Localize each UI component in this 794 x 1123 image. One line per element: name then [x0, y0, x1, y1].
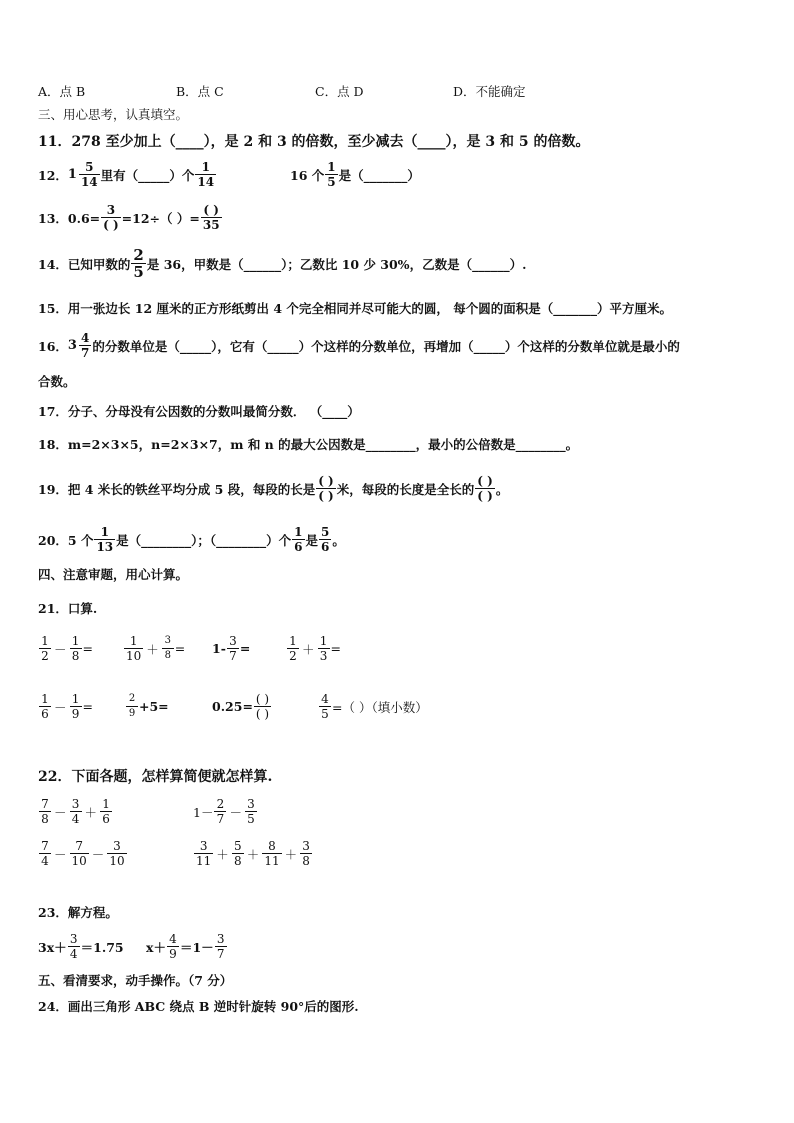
question-12 [38, 160, 217, 189]
q19-text-2: 米，每段的长度是全长的 [336, 481, 475, 497]
q12-text-1: 里有（_____）个 [100, 167, 195, 183]
calc-a4: 1 2 ＋ $\frac{1}{3}$ = [286, 634, 341, 663]
calc-b4: $\frac{4}{5}$ =（ ）（填小数） [318, 692, 428, 721]
q19-blank-fraction-2: ( ) ( ) [477, 474, 493, 503]
question-20 [38, 525, 345, 554]
q14-fraction: 2 5 [133, 246, 144, 281]
q12-text-3: 是（_______） [338, 167, 420, 183]
simplify-expr-2: 1－ 2 7 － 3 5 [193, 797, 258, 826]
q12-text-2: 16 个 [290, 167, 325, 183]
question-23: 23．解方程。 [38, 905, 118, 920]
simplify-expr-1: 7 8 － 3 4 ＋ 1 6 [38, 797, 113, 826]
option-c: C．点 D [315, 84, 364, 99]
section-3-heading: 三、用心思考，认真填空。 [38, 107, 189, 122]
question-21: 21．口算. [38, 601, 98, 616]
q12-fraction-3: 1 5 [327, 160, 336, 189]
q13-number: 13．0.6= [38, 210, 101, 226]
q20-fraction-1: 1 13 [96, 525, 114, 554]
calc-b1: 1 6 － $\frac{1}{9}$ = [38, 692, 93, 721]
q14-text: 是 36，甲数是（______）；乙数比 10 少 30%，乙数是（______）. [146, 256, 527, 272]
q20-text-4: 。 [332, 532, 345, 548]
simplify-expr-3: 7 4 － 7 10 － 3 10 [38, 839, 128, 868]
option-b: B．点 C [176, 84, 224, 99]
q12-number: 12． [38, 167, 68, 183]
q20-fraction-2: 1 6 [294, 525, 303, 554]
calc-a1: 1 2 － $\frac{1}{8}$ = [38, 634, 93, 663]
question-16-continued: 合数。 [38, 374, 76, 389]
question-15: 15．用一张边长 12 厘米的正方形纸剪出 4 个完全相同并尽可能大的圆， 每个圆的面积是（_______）平方厘米。 [38, 301, 672, 316]
q20-text-2: 是（________）；（________）个 [116, 532, 292, 548]
q20-text-3: 是 [305, 532, 319, 548]
question-22: 22．下面各题，怎样算简便就怎样算. [38, 769, 273, 785]
q16-mixed-number: 3 4 7 [67, 331, 90, 360]
question-18: 18．m=2×3×5，n=2×3×7，m 和 n 的最大公因数是________，最小的公倍数是________。 [38, 437, 579, 452]
option-a: A．点 B [38, 84, 86, 99]
simplify-expr-4: 3 11 ＋ 5 8 ＋ 8 11 ＋ 3 8 [193, 839, 313, 868]
question-12-part-2 [290, 160, 420, 189]
equation-1: 3x＋ 3 4 ＝1.75 [38, 932, 124, 961]
q12-mixed-number: 1 5 14 [67, 160, 98, 189]
question-14 [38, 247, 526, 280]
section-4-heading: 四、注意审题，用心计算。 [38, 567, 189, 582]
q16-number: 16． [38, 338, 68, 354]
equation-2: x＋ 4 9 ＝1－ 3 7 [146, 932, 228, 961]
calc-a3: 1- $\frac{3}{7}$ = [212, 634, 251, 663]
q20-fraction-3: 5 6 [321, 525, 330, 554]
q14-prefix: 14．已知甲数的 [38, 256, 131, 272]
q20-text-1: 20．5 个 [38, 532, 94, 548]
section-5-heading: 五、看清要求，动手操作。（7 分） [38, 973, 233, 988]
question-13 [38, 203, 223, 232]
q19-text-3: 。 [495, 481, 509, 497]
q13-text: =12÷（ ）= [121, 210, 200, 226]
q19-text-1: 19．把 4 米长的铁丝平均分成 5 段，每段的长是 [38, 481, 316, 497]
question-19 [38, 474, 508, 503]
question-24: 24．画出三角形 ABC 绕点 B 逆时针旋转 90°后的图形. [38, 999, 359, 1014]
calc-b3: 0.25= ( ) ( ) [212, 692, 270, 721]
q19-blank-fraction-1: ( ) ( ) [318, 474, 334, 503]
q13-fraction-2: ( ) 35 [202, 203, 220, 232]
question-17: 17．分子、分母没有公因数的分数叫最简分数． （____） [38, 404, 360, 419]
question-11: 11．278 至少加上（____），是 2 和 3 的倍数，至少减去（____），是 3 和 5 的倍数。 [38, 134, 590, 150]
calc-a2: 1 10 ＋ $\frac{3}{8}$ = [126, 634, 186, 663]
q12-fraction-2: 1 14 [197, 160, 215, 189]
question-16 [38, 331, 680, 360]
calc-b2: 2 9 +5= [125, 692, 169, 721]
q13-fraction-1: 3 ( ) [103, 203, 119, 232]
option-d: D．不能确定 [453, 84, 526, 99]
q16-text: 的分数单位是（_____），它有（_____）个这样的分数单位，再增加（_____）个这样的分数单位就是最小的 [92, 338, 680, 354]
